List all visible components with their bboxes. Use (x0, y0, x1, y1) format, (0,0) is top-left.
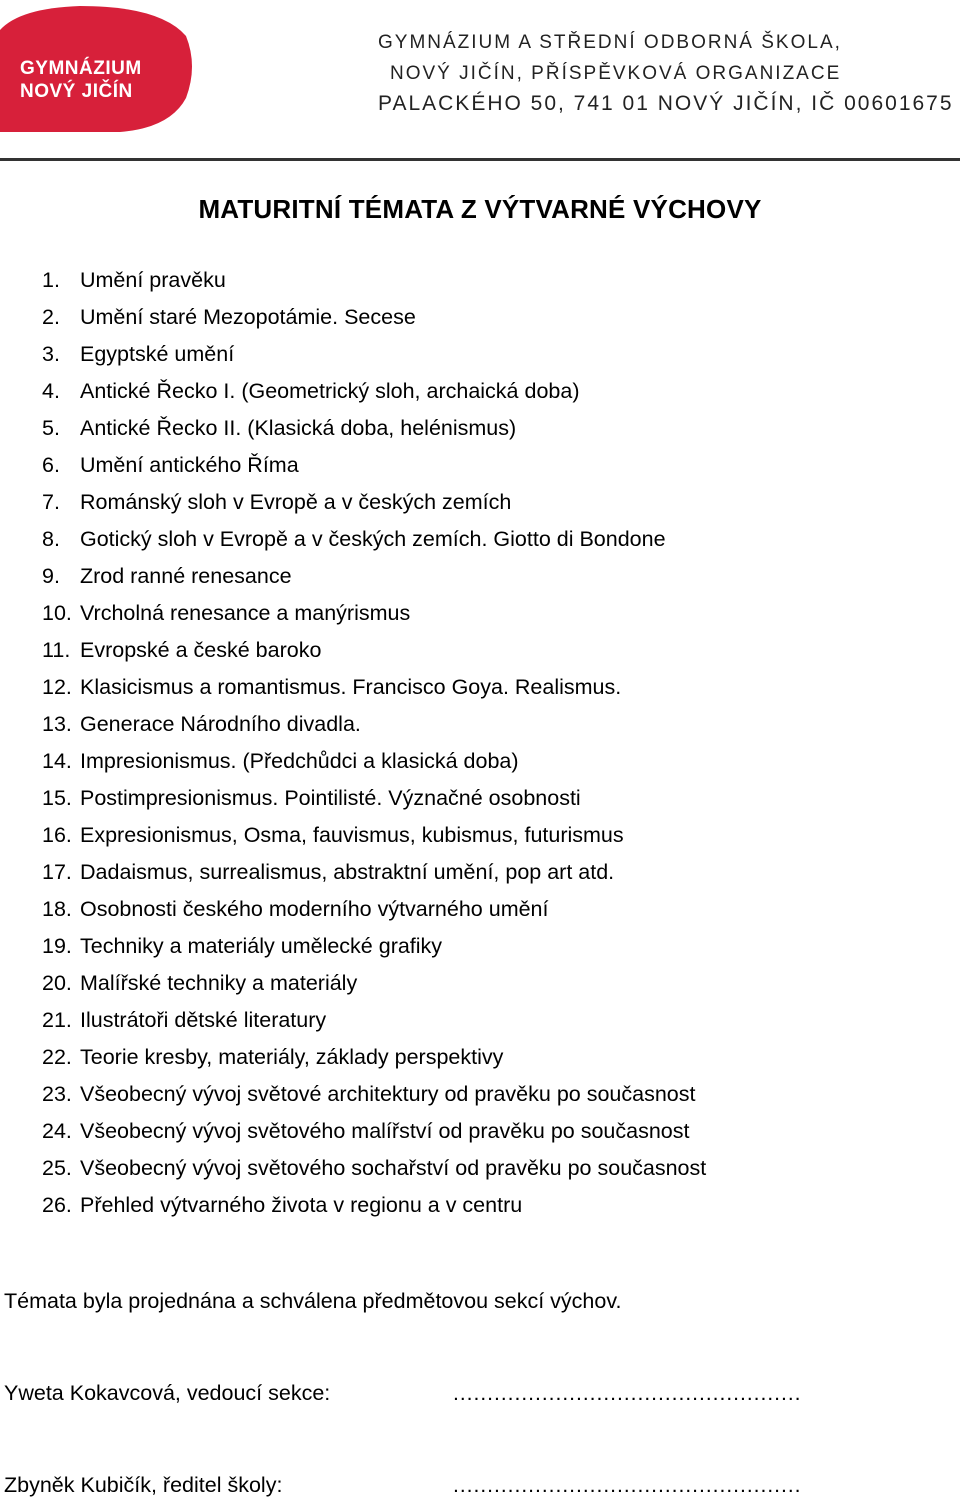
topic-number: 15. (42, 786, 72, 810)
topic-item (42, 484, 706, 521)
topic-item (42, 373, 706, 410)
topic-number: 25. (42, 1156, 72, 1180)
document-title-text: MATURITNÍ TÉMATA Z VÝTVARNÉ VÝCHOVY (198, 194, 762, 224)
topic-item (42, 743, 706, 780)
topic-number: 17. (42, 860, 72, 884)
topic-text: Dadaismus, surrealismus, abstraktní umění, pop art atd. (80, 860, 615, 884)
topic-item (42, 262, 706, 299)
topic-number: 18. (42, 897, 72, 921)
topic-item (42, 521, 706, 558)
topic-text: Všeobecný vývoj světové architektury od pravěku po současnost (80, 1082, 696, 1106)
header-school-name: GYMNÁZIUM A STŘEDNÍ ODBORNÁ ŠKOLA, (378, 32, 842, 53)
signature-line-section-head: …………………………………………… (452, 1381, 801, 1405)
topic-number: 20. (42, 971, 72, 995)
signature-label-director: Zbyněk Kubičík, ředitel školy: (4, 1473, 283, 1497)
topic-text: Techniky a materiály umělecké grafiky (80, 934, 443, 958)
topic-number: 19. (42, 934, 72, 958)
topic-text: Umění pravěku (80, 268, 226, 292)
topic-item (42, 891, 706, 928)
topic-text: Evropské a české baroko (80, 638, 322, 662)
logo-text-line1: GYMNÁZIUM (20, 58, 142, 79)
topic-text: Expresionismus, Osma, fauvismus, kubismus, futurismus (80, 823, 624, 847)
approval-statement: Témata byla projednána a schválena předmětovou sekcí výchov. (4, 1289, 622, 1313)
topic-item (42, 1039, 706, 1076)
topic-item (42, 706, 706, 743)
topic-number: 11. (42, 638, 71, 662)
topic-item (42, 336, 706, 373)
signature-line-director: …………………………………………… (452, 1473, 801, 1497)
topic-number: 7. (42, 490, 60, 514)
topic-number: 22. (42, 1045, 72, 1069)
topic-number: 10. (42, 601, 72, 625)
topic-number: 4. (42, 379, 60, 403)
topic-item (42, 1187, 706, 1224)
topic-text: Impresionismus. (Předchůdci a klasická doba) (80, 749, 519, 773)
topic-item (42, 1150, 706, 1187)
topic-number: 6. (42, 453, 60, 477)
topic-item (42, 558, 706, 595)
topic-text: Teorie kresby, materiály, základy perspektivy (80, 1045, 504, 1069)
topic-number: 3. (42, 342, 60, 366)
topic-text: Zrod ranné renesance (80, 564, 292, 588)
topic-text: Vrcholná renesance a manýrismus (80, 601, 411, 625)
topic-number: 13. (42, 712, 72, 736)
topic-text: Postimpresionismus. Pointilisté. Význačné osobnosti (80, 786, 581, 810)
topic-number: 5. (42, 416, 60, 440)
topic-list (42, 262, 706, 1224)
topic-number: 2. (42, 305, 60, 329)
header-divider (0, 158, 960, 161)
topic-text: Malířské techniky a materiály (80, 971, 358, 995)
logo-text-line2: NOVÝ JIČÍN (20, 81, 133, 102)
topic-text: Generace Národního divadla. (80, 712, 361, 736)
topic-item (42, 1076, 706, 1113)
topic-text: Všeobecný vývoj světového malířství od pravěku po současnost (80, 1119, 690, 1143)
topic-number: 21. (42, 1008, 72, 1032)
topic-item (42, 928, 706, 965)
topic-number: 1. (42, 268, 60, 292)
topic-number: 12. (42, 675, 72, 699)
topic-item (42, 854, 706, 891)
topic-number: 9. (42, 564, 60, 588)
topic-number: 23. (42, 1082, 72, 1106)
topic-item (42, 299, 706, 336)
topic-number: 8. (42, 527, 60, 551)
topic-number: 26. (42, 1193, 72, 1217)
topic-number: 16. (42, 823, 72, 847)
header-organization: NOVÝ JIČÍN, PŘÍSPĚVKOVÁ ORGANIZACE (390, 63, 842, 84)
topic-text: Přehled výtvarného života v regionu a v centru (80, 1193, 523, 1217)
topic-item (42, 817, 706, 854)
topic-item (42, 965, 706, 1002)
school-logo (0, 6, 194, 134)
topic-text: Románský sloh v Evropě a v českých zemích (80, 490, 512, 514)
topic-item (42, 1002, 706, 1039)
document-title (0, 194, 960, 225)
topic-text: Klasicismus a romantismus. Francisco Goya. Realismus. (80, 675, 622, 699)
topic-text: Všeobecný vývoj světového sochařství od pravěku po současnost (80, 1156, 707, 1180)
topic-number: 14. (42, 749, 72, 773)
topic-text: Egyptské umění (80, 342, 235, 366)
topic-item (42, 595, 706, 632)
topic-item (42, 447, 706, 484)
topic-item (42, 410, 706, 447)
topic-text: Antické Řecko I. (Geometrický sloh, archaická doba) (80, 379, 580, 403)
topic-text: Umění staré Mezopotámie. Secese (80, 305, 416, 329)
topic-text: Ilustrátoři dětské literatury (80, 1008, 327, 1032)
topic-item (42, 632, 706, 669)
topic-text: Umění antického Říma (80, 453, 299, 477)
topic-item (42, 669, 706, 706)
header-address: PALACKÉHO 50, 741 01 NOVÝ JIČÍN, IČ 00601675 (378, 92, 954, 115)
topic-text: Antické Řecko II. (Klasická doba, helénismus) (80, 416, 517, 440)
topic-item (42, 1113, 706, 1150)
topic-text: Gotický sloh v Evropě a v českých zemích. Giotto di Bondone (80, 527, 666, 551)
signature-label-section-head: Yweta Kokavcová, vedoucí sekce: (4, 1381, 331, 1405)
topic-item (42, 780, 706, 817)
topic-number: 24. (42, 1119, 72, 1143)
topic-text: Osobnosti českého moderního výtvarného umění (80, 897, 549, 921)
